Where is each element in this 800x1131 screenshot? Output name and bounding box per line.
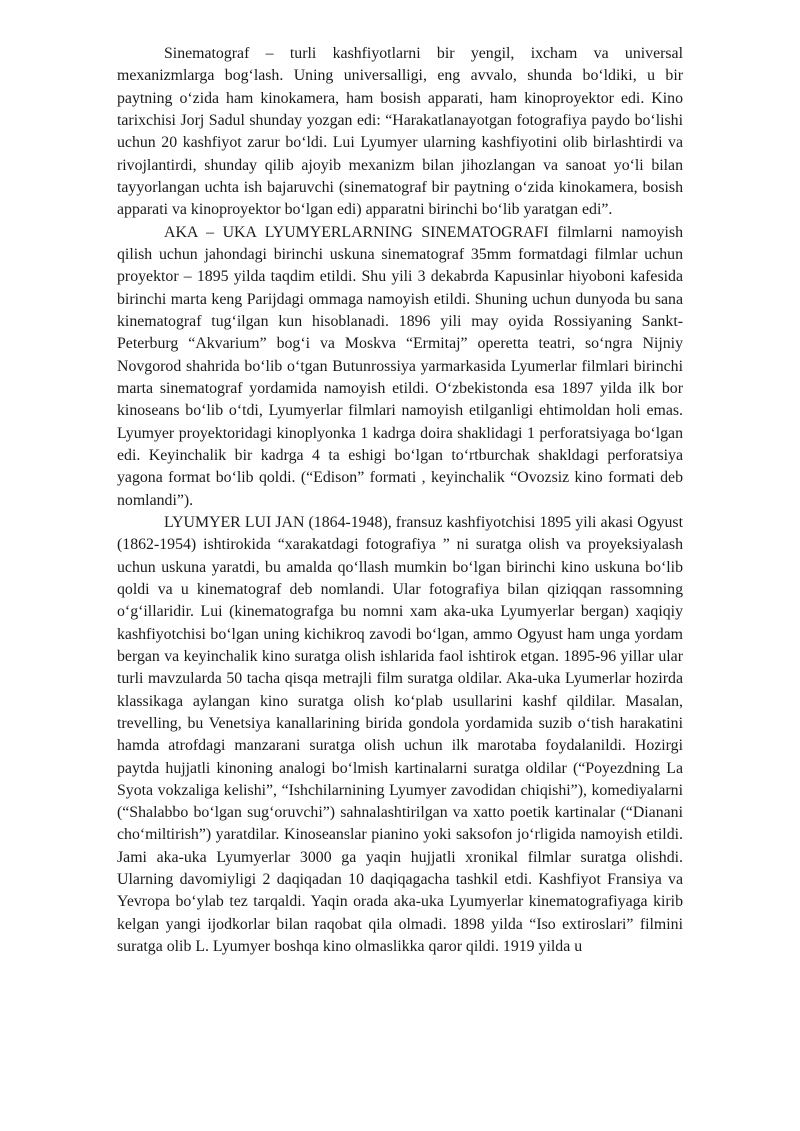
document-page	[117, 43, 683, 958]
paragraph-louis-jean-lumiere: LYUMYER LUI JAN (1864-1948), fransuz kashfiyotchisi 1895 yili akasi Ogyust (1862-1954) ishtirokida “xarakatdagi fotografiya ” ni suratga olish va proyeksiyalash uchun uskuna yaratdi, bu amalda qo‘llash mumkin bo‘lgan birinchi kino uskuna bo‘lib qoldi va u kinematograf deb nomlandi. Ular fotografiya bilan qiziqqan rassomning o‘g‘illaridir. Lui (kinematografga bu nomni xam aka-uka Lyumyerlar bergan) xaqiqiy kashfiyotchisi bo‘lgan uning kichikroq zavodi bo‘lgan, ammo Ogyust ham unga yordam bergan va keyinchalik kino suratga olish ishlarida faol ishtirok etgan. 1895-96 yillar ular turli mavzularda 50 tacha qisqa metrajli film suratga oldilar. Aka-uka Lyumerlar hozirda klassikaga aylangan kino suratga olish ko‘plab usullarini kashf qildilar. Masalan, trevelling, bu Venetsiya kanallarining birida gondola yordamida suzib o‘tish harakatini hamda atrofdagi manzarani suratga olish uchun ilk marotaba foydalanildi. Hozirgi paytda hujjatli kinoning analogi bo‘lmish kartinalarni suratga oldilar (“Poyezdning La Syota vokzaliga kelishi”, “Ishchilarnining Lyumyer zavodidan chiqishi”), komediyalarni (“Shalabbo bo‘lgan sug‘oruvchi”) sahnalashtirilgan va xatto poetik kartinalar (“Dianani cho‘miltirish”) yaratdilar. Kinoseanslar pianino yoki saksofon jo‘rligida namoyish etildi. Jami aka-uka Lyumyerlar 3000 ga yaqin hujjatli xronikal filmlar suratga olishdi. Ularning davomiyligi 2 daqiqadan 10 daqiqagacha tashkil etdi. Kashfiyot Fransiya va Yevropa bo‘ylab tez tarqaldi. Yaqin orada aka-uka Lyumyerlar kinematografiyaga kirib kelgan yangi ijodkorlar bilan raqobat qila olmadi. 1898 yilda “Iso extiroslari” filmini suratga olib L. Lyumyer boshqa kino olmaslikka qaror qildi. 1919 yilda u	[117, 513, 683, 956]
paragraph-sinematograf-intro: Sinematograf – turli kashfiyotlarni bir yengil, ixcham va universal mexanizmlarga bog‘lash. Uning universalligi, eng avvalo, shunda bo‘ldiki, u bir paytning o‘zida ham kinokamera, ham bosish apparati, ham kinoproyektor edi. Kino tarixchisi Jorj Sadul shunday yozgan edi: “Harakatlanayotgan fotografiya paydo bo‘lishi uchun 20 kashfiyot zarur bo‘ldi. Lui Lyumyer ularning kashfiyotini olib birlashtirdi va rivojlantirdi, shunday qilib ajoyib mexanizm bilan jihozlangan va sanoat yo‘li bilan tayyorlangan uchta ish bajaruvchi (sinematograf bir paytning o‘zida kinokamera, bosish apparati va kinoproyektor bo‘lgan edi) apparatni birinchi bo‘lib yaratgan edi”.	[117, 45, 683, 219]
paragraph-lumiere-brothers-cinematograph: AKA – UKA LYUMYERLARNING SINEMATOGRAFI filmlarni namoyish qilish uchun jahondagi birinchi uskuna sinematograf 35mm formatdagi filmlar uchun proyektor – 1895 yilda taqdim etildi. Shu yili 3 dekabrda Kapusinlar hiyoboni kafesida birinchi marta keng Parijdagi ommaga namoyish etildi. Shuning uchun dunyoda bu sana kinematograf tug‘ilgan kun hisoblanadi. 1896 yili may oyida Rossiyaning Sankt-Peterburg “Akvarium” bog‘i va Moskva “Ermitaj” operetta teatri, so‘ngra Nijniy Novgorod shahrida bo‘lib o‘tgan Butunrossiya yarmarkasida Lyumerlar filmlari birinchi marta sinematograf yordamida namoyish etildi. O‘zbekistonda esa 1897 yilda ilk bor kinoseans bo‘lib o‘tdi, Lyumyerlar filmlari namoyish etilganligi ehtimoldan holi emas. Lyumyer proyektoridagi kinoplyonka 1 kadrga doira shaklidagi 1 perforatsiyaga bo‘lgan edi. Keyinchalik bir kadrga 4 ta eshigi bo‘lgan to‘rtburchak shakldagi perforatsiya yagona format bo‘lib qoldi. (“Edison” formati , keyinchalik “Ovozsiz kino formati deb nomlandi”).	[117, 223, 683, 509]
